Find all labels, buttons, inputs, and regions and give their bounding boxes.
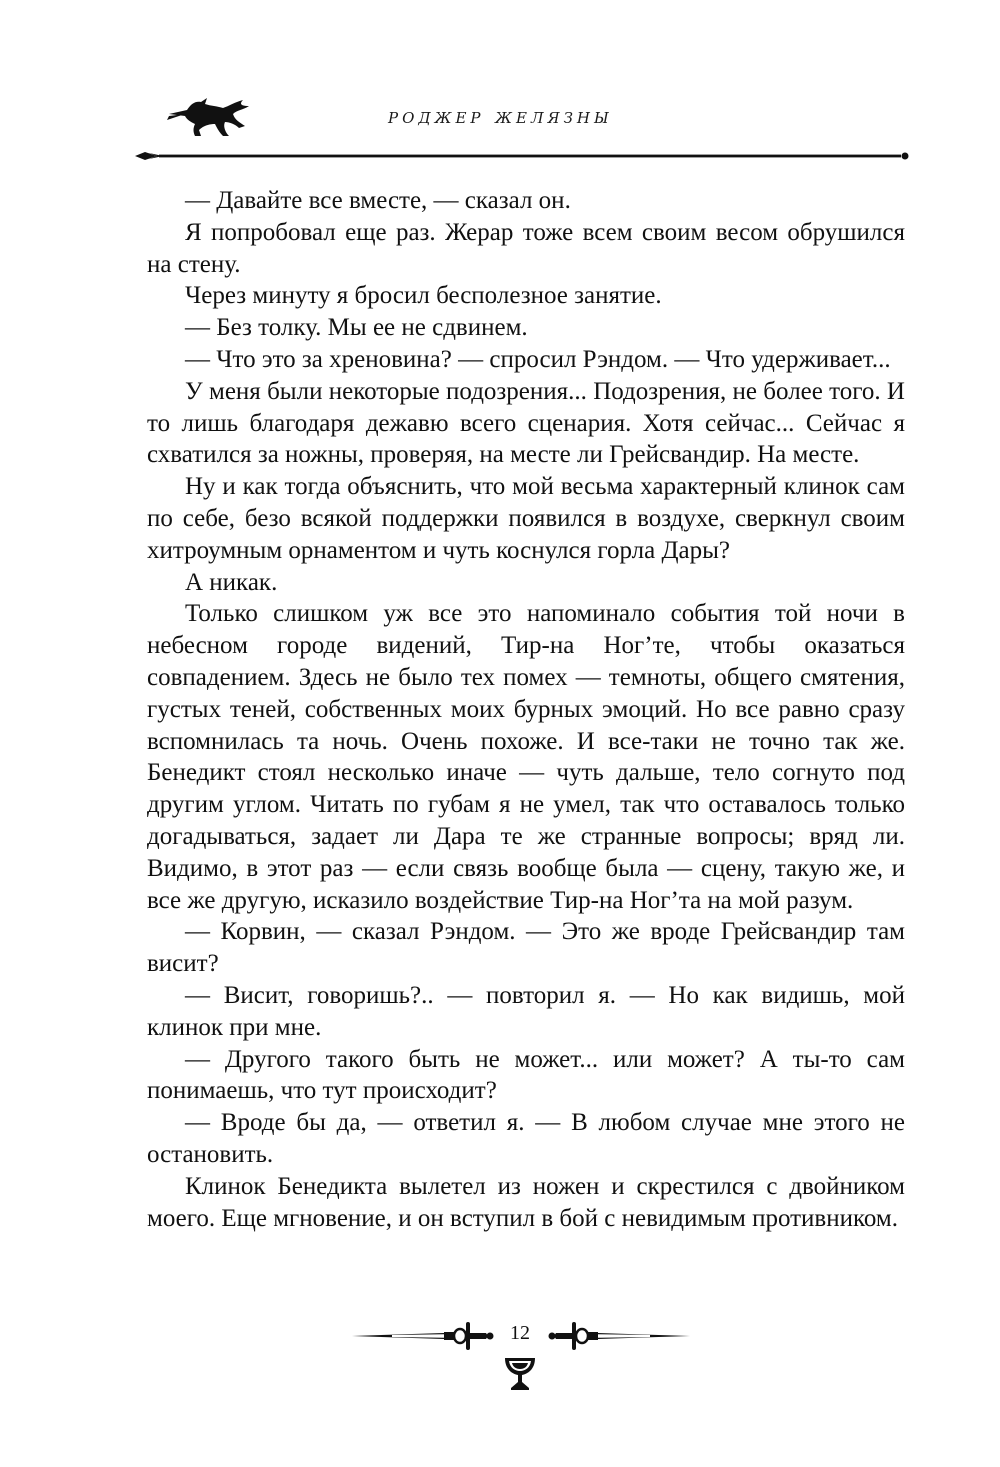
header-rule bbox=[135, 147, 910, 165]
dagger-right-icon bbox=[548, 1316, 690, 1356]
paragraph: — Вроде бы да, — ответил я. — В любом случае мне этого не остановить. bbox=[147, 1109, 905, 1168]
paragraph: — Что это за хреновина? — спросил Рэндом. — Что удерживает... bbox=[185, 345, 891, 373]
dagger-left-icon bbox=[352, 1316, 494, 1356]
unicorn-icon bbox=[165, 92, 255, 140]
paragraph: У меня были некоторые подозрения... Подозрения, не более того. И то лишь благодаря дежавю всего сценария. Хотя сейчас... Сейчас я схватился за ножны, проверяя, на месте ли Грейсвандир. На месте. bbox=[147, 377, 905, 469]
body-text bbox=[147, 185, 905, 1234]
page-number: 12 bbox=[510, 1322, 530, 1344]
paragraph: Ну и как тогда объяснить, что мой весьма характерный клинок сам по себе, безо всякой поддержки появился в воздухе, сверкнул своим хитроумным орнаментом и чуть коснулся горла Дары? bbox=[147, 473, 905, 564]
paragraph: — Висит, говоришь?.. — повторил я. — Но как видишь, мой клинок при мне. bbox=[147, 981, 905, 1041]
chalice-icon bbox=[503, 1356, 537, 1392]
page-header bbox=[0, 0, 1000, 170]
paragraph: — Другого такого быть не может... или может? А ты-то сам понимаешь, что тут происходит? bbox=[147, 1045, 905, 1105]
paragraph: Через минуту я бросил бесполезное занятие. bbox=[185, 282, 662, 310]
paragraph: — Без толку. Мы ее не сдвинем. bbox=[185, 314, 528, 342]
running-header-author: роджер желязны bbox=[388, 104, 613, 128]
paragraph: А никак. bbox=[185, 568, 278, 596]
paragraph: Только слишком уж все это напоминало события той ночи в небесном городе видений, Тир-на Ног’те, чтобы оказаться совпадением. Здесь не было тех помех — темноты, общего смятения, густых теней, собственных моих бурных эмоций. Но все равно сразу вспомнилась та ночь. Очень похоже. И все-таки не точно так же. Бенедикт стоял несколько иначе — чуть дальше, тело согнуто под другим углом. Читать по губам я не умел, так что оставалось только догадываться, задает ли Дара те же странные вопросы; вряд ли. Видимо, в этот раз — если связь вообще была — сцену, такую же, и все же другую, исказило воздействие Тир-на Ног’та на мой разум. bbox=[147, 600, 905, 914]
paragraph: Клинок Бенедикта вылетел из ножен и скрестился с двойником моего. Еще мгновение, и он вступил в бой с невидимым противником. bbox=[147, 1172, 905, 1232]
paragraph: — Корвин, — сказал Рэндом. — Это же вроде Грейсвандир там висит? bbox=[147, 918, 905, 978]
paragraph: — Давайте все вместе, — сказал он. bbox=[185, 187, 571, 214]
paragraph: Я попробовал еще раз. Жерар тоже всем своим весом обрушился на стену. bbox=[147, 218, 905, 278]
